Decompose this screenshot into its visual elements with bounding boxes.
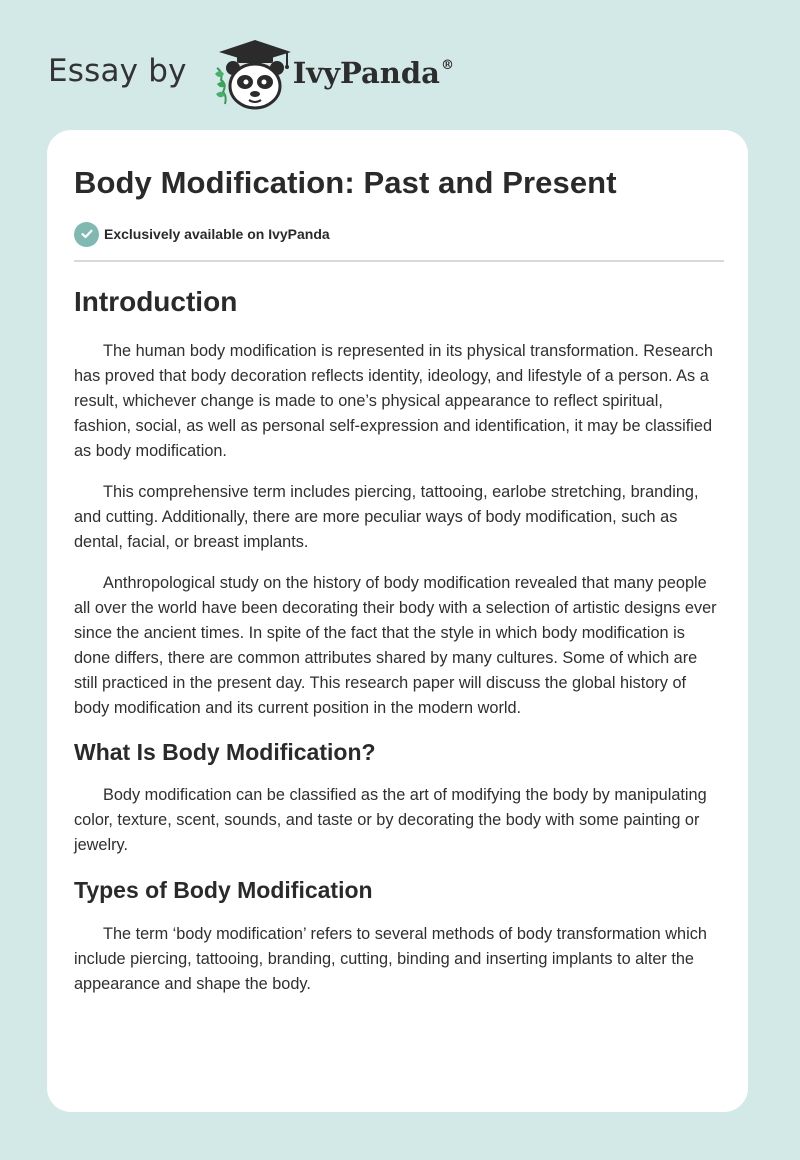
brand-logo[interactable] [293, 56, 454, 90]
paragraph: This comprehensive term includes piercing, tattooing, earlobe stretching, branding, and cutting. Additionally, there are more peculiar ways of body modification, such as dental, facial, or breast implants. [74, 483, 699, 551]
paragraph: Body modification can be classified as the art of modifying the body by manipulating color, texture, scent, sounds, and taste or by decorating the body with some painting or jewelry. [74, 786, 707, 854]
ivy-leaf-icon [215, 68, 226, 104]
site-header [48, 36, 454, 112]
section-heading-introduction: Introduction [74, 286, 238, 317]
panda-graduate-icon[interactable] [203, 36, 295, 112]
paragraph: The term ‘body modification’ refers to several methods of body transformation which include piercing, tattooing, branding, cutting, binding and inserting implants to alter the appearance and shape the body. [74, 925, 707, 993]
essay-by-label: Essay by [48, 53, 187, 89]
essay-content [74, 160, 724, 997]
exclusive-badge [74, 220, 724, 248]
title-divider [74, 260, 724, 262]
check-circle-icon [74, 222, 99, 247]
section-heading-what-is: What Is Body Modification? [74, 739, 376, 765]
paragraph: The human body modification is represented in its physical transformation. Research has proved that body decoration reflects identity, ideology, and lifestyle of a person. As a result, whichever change is made to one’s physical appearance to reflect spiritual, fashion, social, as well as personal self-expression and identification, it may be classified as body modification. [74, 342, 713, 460]
essay-title: Body Modification: Past and Present [74, 165, 617, 200]
exclusive-badge-label: Exclusively available on IvyPanda [104, 226, 330, 242]
registered-mark: ® [440, 58, 454, 73]
brand-name-text: IvyPanda [292, 56, 440, 90]
panda-face-icon [226, 61, 284, 108]
section-heading-types: Types of Body Modification [74, 877, 373, 903]
essay-card [47, 130, 748, 1112]
paragraph: Anthropological study on the history of body modification revealed that many people all over the world have been decorating their body with a selection of artistic designs ever since the ancient times. In spite of the fact that the style in which body modification is done differs, there are common attributes shared by many cultures. Some of which are still practiced in the present day. This research paper will discuss the global history of body modification and its current position in the modern world. [74, 574, 717, 717]
